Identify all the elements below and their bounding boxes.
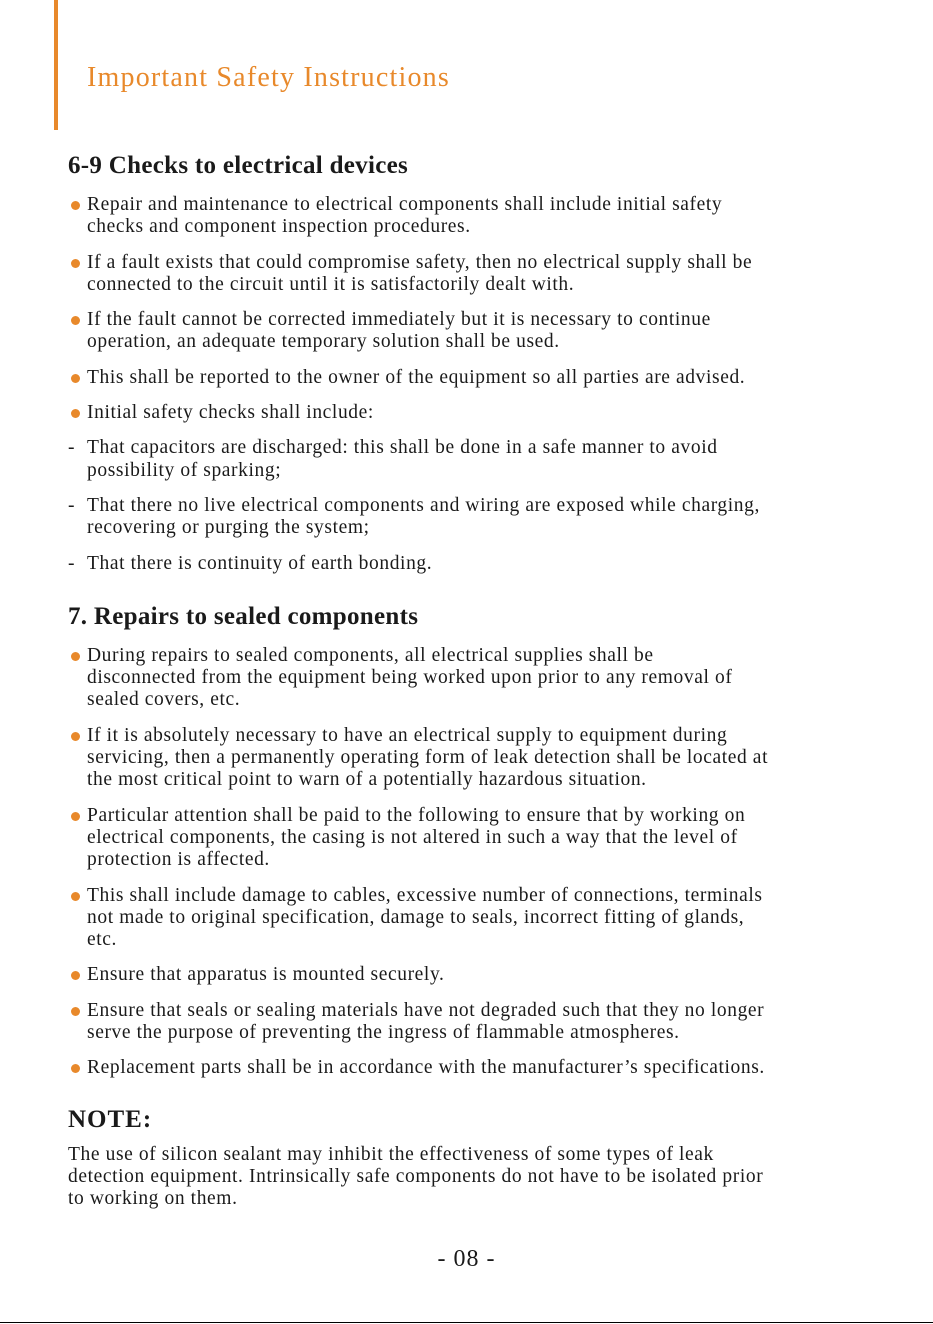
- bullet-item: [68, 1057, 888, 1079]
- section-heading-sealed-components: 7. Repairs to sealed components: [68, 602, 419, 630]
- bullet-item: [68, 252, 888, 297]
- item-text: That there no live electrical components and wiring are exposed while charging, recovering or purging the system;: [87, 494, 760, 539]
- bullet-dot-icon: [71, 1064, 80, 1073]
- page-header-title: Important Safety Instructions: [87, 62, 450, 93]
- note-heading: NOTE:: [68, 1105, 153, 1133]
- item-text: This shall include damage to cables, excessive number of connections, terminals not made to original specification, damage to seals, incorrect fitting of glands, etc.: [87, 884, 763, 951]
- page-content: [68, 150, 888, 1211]
- note-text: The use of silicon sealant may inhibit the effectiveness of some types of leak detection equipment. Intrinsically safe components do not have to be isolated prior to working on them.: [68, 1143, 764, 1210]
- bullet-dot-icon: [71, 971, 80, 980]
- bullet-dot-icon: [71, 316, 80, 325]
- dash-item: [68, 495, 888, 540]
- dash-mark: -: [68, 552, 76, 574]
- bullet-dot-icon: [71, 892, 80, 901]
- bottom-divider: [0, 1322, 933, 1323]
- bullet-item: [68, 309, 888, 354]
- bullet-item: [68, 645, 888, 712]
- bullet-item: [68, 805, 888, 872]
- bullet-item: [68, 964, 888, 986]
- item-text: This shall be reported to the owner of the equipment so all parties are advised.: [87, 366, 746, 388]
- bullet-item: [68, 725, 888, 792]
- item-text: Ensure that apparatus is mounted securely.: [87, 964, 445, 986]
- bullet-dot-icon: [71, 652, 80, 661]
- item-text: Replacement parts shall be in accordance with the manufacturer’s specifications.: [87, 1057, 765, 1079]
- bullet-dot-icon: [71, 374, 80, 383]
- header-accent-bar: [54, 0, 58, 130]
- item-text: If it is absolutely necessary to have an electrical supply to equipment during servicing, then a permanently operating form of leak detection shall be located at the most critical point to warn of a potentially hazardous situation.: [87, 724, 769, 791]
- dash-mark: -: [68, 494, 76, 516]
- item-text: Ensure that seals or sealing materials have not degraded such that they no longer serve the purpose of preventing the ingress of flammable atmospheres.: [87, 999, 765, 1044]
- bullet-dot-icon: [71, 1007, 80, 1016]
- bullet-item: [68, 1000, 888, 1045]
- section-electrical-checks-list: [68, 194, 888, 575]
- bullet-dot-icon: [71, 732, 80, 741]
- dash-item: [68, 437, 888, 482]
- bullet-dot-icon: [71, 812, 80, 821]
- bullet-dot-icon: [71, 409, 80, 418]
- bullet-item: [68, 367, 888, 389]
- section-heading-electrical-checks: 6-9 Checks to electrical devices: [68, 152, 409, 179]
- item-text: Initial safety checks shall include:: [87, 402, 374, 424]
- item-text: That there is continuity of earth bonding.: [87, 552, 433, 574]
- bullet-dot-icon: [71, 259, 80, 268]
- page-number: - 08 -: [437, 1246, 496, 1272]
- item-text: That capacitors are discharged: this shall be done in a safe manner to avoid possibility of sparking;: [87, 437, 718, 481]
- bullet-item: [68, 885, 888, 952]
- section-sealed-components-list: [68, 645, 888, 1080]
- item-text: If the fault cannot be corrected immediately but it is necessary to continue operation, an adequate temporary solution shall be used.: [87, 309, 711, 353]
- bullet-dot-icon: [71, 201, 80, 210]
- item-text: Particular attention shall be paid to the following to ensure that by working on electrical components, the casing is not altered in such a way that the level of protection is affected.: [87, 804, 746, 871]
- item-text: If a fault exists that could compromise safety, then no electrical supply shall be connected to the circuit until it is satisfactorily dealt with.: [87, 251, 753, 295]
- item-text: During repairs to sealed components, all electrical supplies shall be disconnected from the equipment being worked upon prior to any removal of sealed covers, etc.: [87, 644, 733, 711]
- item-text: Repair and maintenance to electrical components shall include initial safety checks and component inspection procedures.: [87, 194, 723, 238]
- bullet-item: [68, 194, 888, 239]
- bullet-item: [68, 402, 888, 424]
- dash-item: [68, 553, 888, 575]
- dash-mark: -: [68, 437, 76, 459]
